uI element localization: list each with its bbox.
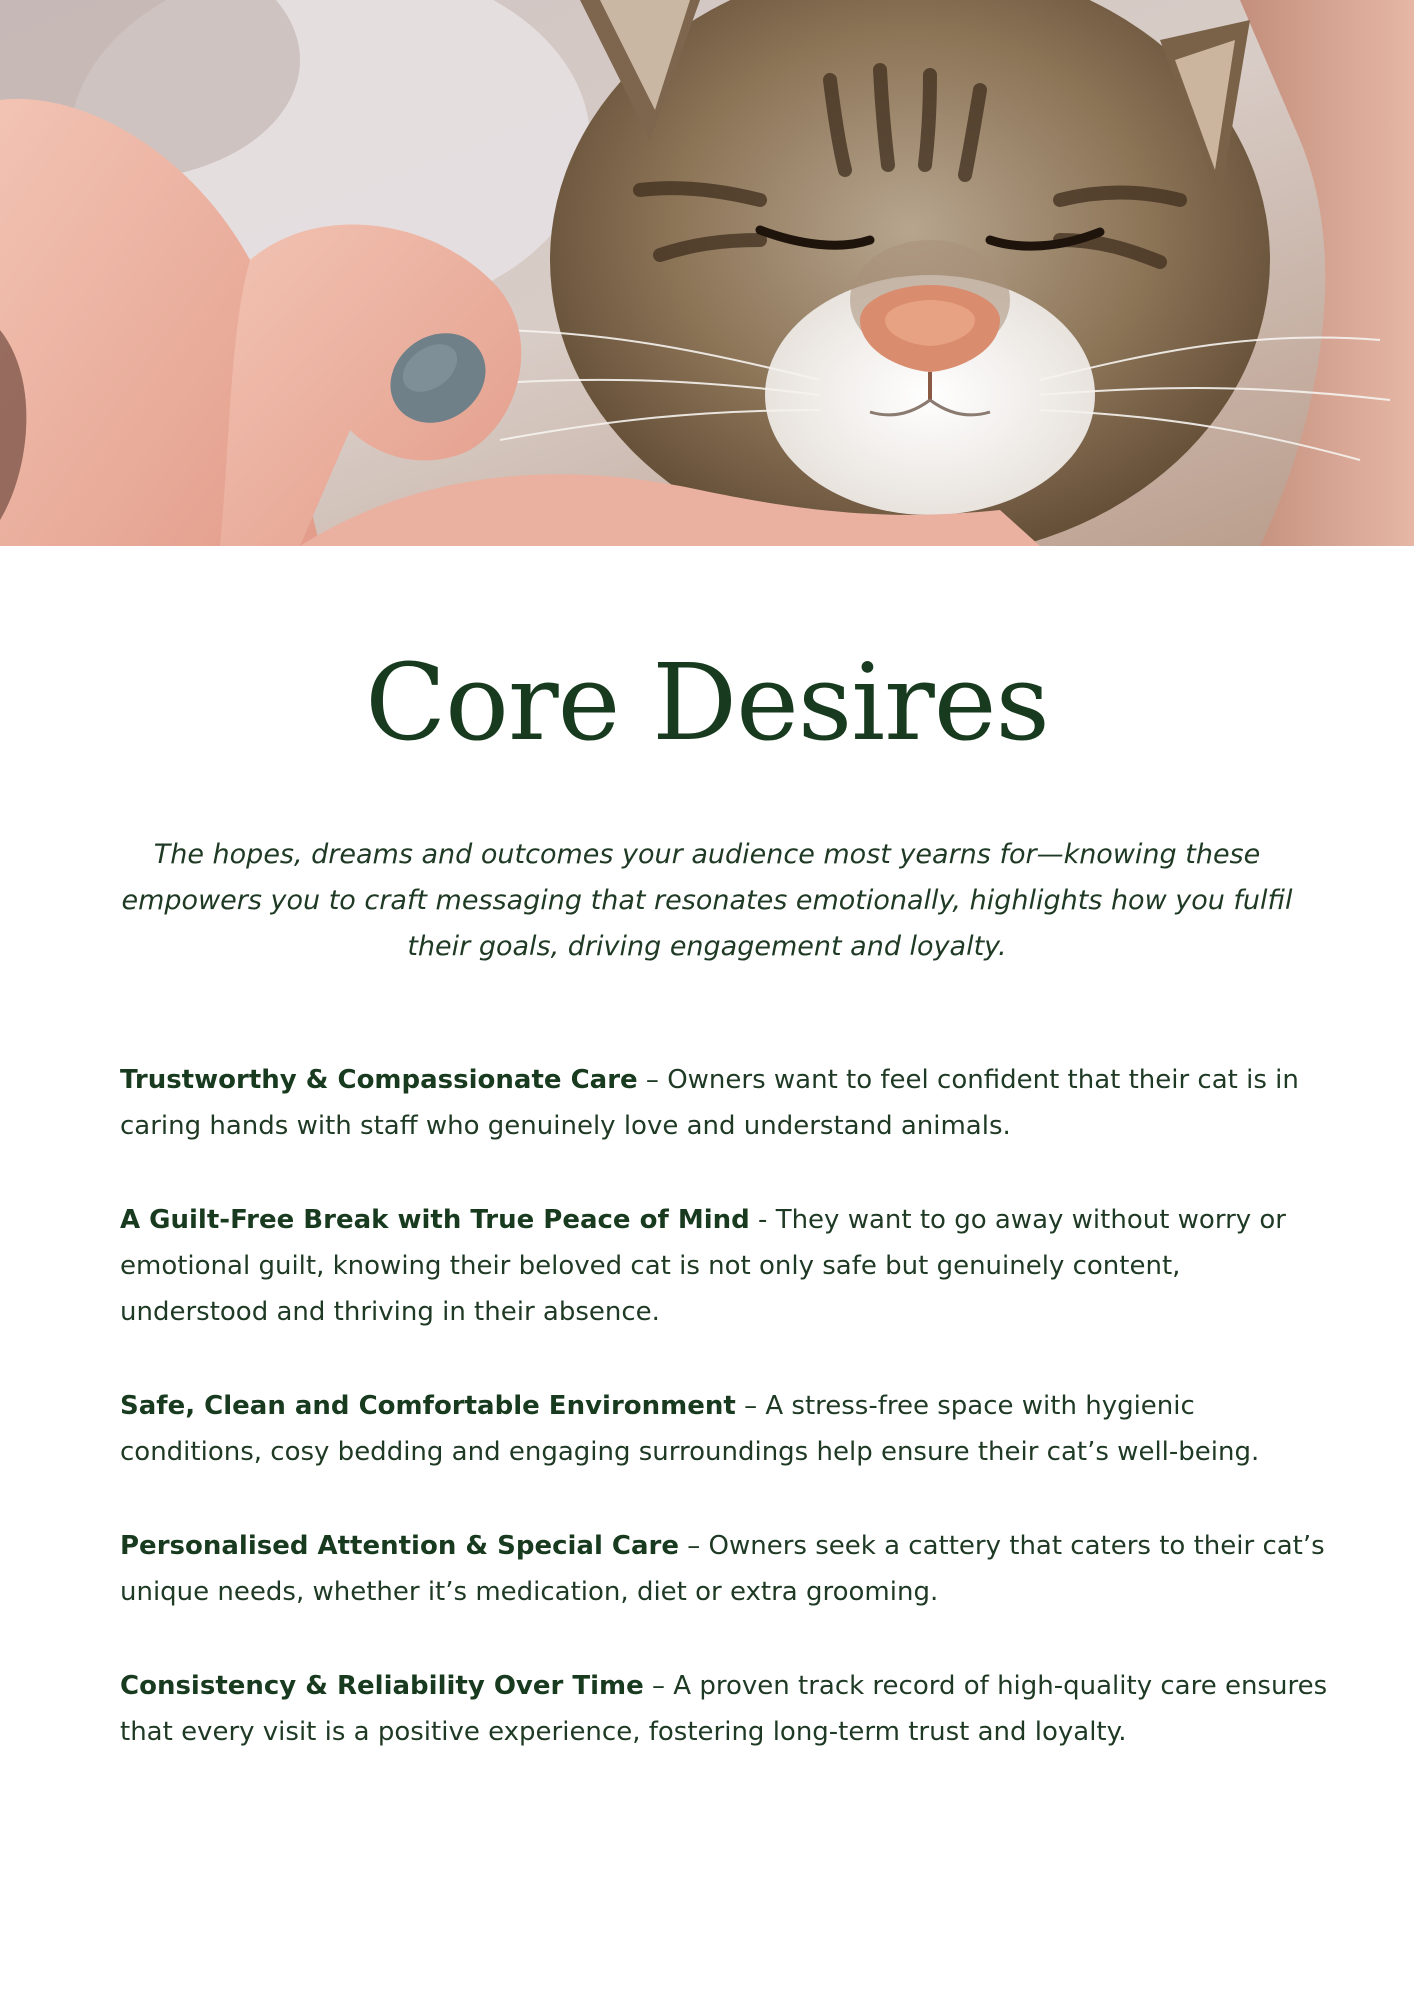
- desire-text: Owners want to feel confident that their cat is in caring hands with staff who genuinely love and understand animals.: [120, 1065, 1299, 1141]
- desire-separator: -: [749, 1205, 776, 1235]
- desire-separator: –: [643, 1671, 674, 1701]
- desire-heading: Safe, Clean and Comfortable Environment: [120, 1391, 736, 1421]
- desire-heading: A Guilt-Free Break with True Peace of Mind: [120, 1205, 750, 1235]
- desire-item: [120, 1057, 1335, 1149]
- desire-item: [120, 1383, 1335, 1475]
- desire-separator: –: [637, 1065, 668, 1095]
- desire-separator: –: [679, 1531, 709, 1561]
- desire-text: They want to go away without worry or emotional guilt, knowing their beloved cat is not only safe but genuinely content, understood and thriving in their absence.: [120, 1205, 1287, 1327]
- desire-separator: –: [735, 1391, 766, 1421]
- desire-list: [120, 1057, 1335, 1803]
- cat-photo-illustration: [0, 0, 1414, 546]
- desire-heading: Personalised Attention & Special Care: [120, 1531, 679, 1561]
- desire-item: [120, 1663, 1335, 1755]
- desire-text: A proven track record of high-quality care ensures that every visit is a positive experience, fostering long-term trust and loyalty.: [120, 1671, 1328, 1747]
- hero-photo: [0, 0, 1414, 546]
- desire-item: [120, 1523, 1335, 1615]
- desire-heading: Consistency & Reliability Over Time: [120, 1671, 644, 1701]
- desire-item: [120, 1197, 1335, 1335]
- desire-text: A stress-free space with hygienic conditions, cosy bedding and engaging surroundings help ensure their cat’s well-being.: [120, 1391, 1260, 1467]
- intro-paragraph: The hopes, dreams and outcomes your audience most yearns for—knowing these empowers you to craft messaging that resonates emotionally, highlights how you fulfil their goals, driving engagement and loyalty.: [121, 839, 1293, 962]
- page-title: Core Desires: [365, 641, 1049, 764]
- desire-heading: Trustworthy & Compassionate Care: [120, 1065, 638, 1095]
- desire-text: Owners seek a cattery that caters to their cat’s unique needs, whether it’s medication, diet or extra grooming.: [120, 1531, 1325, 1607]
